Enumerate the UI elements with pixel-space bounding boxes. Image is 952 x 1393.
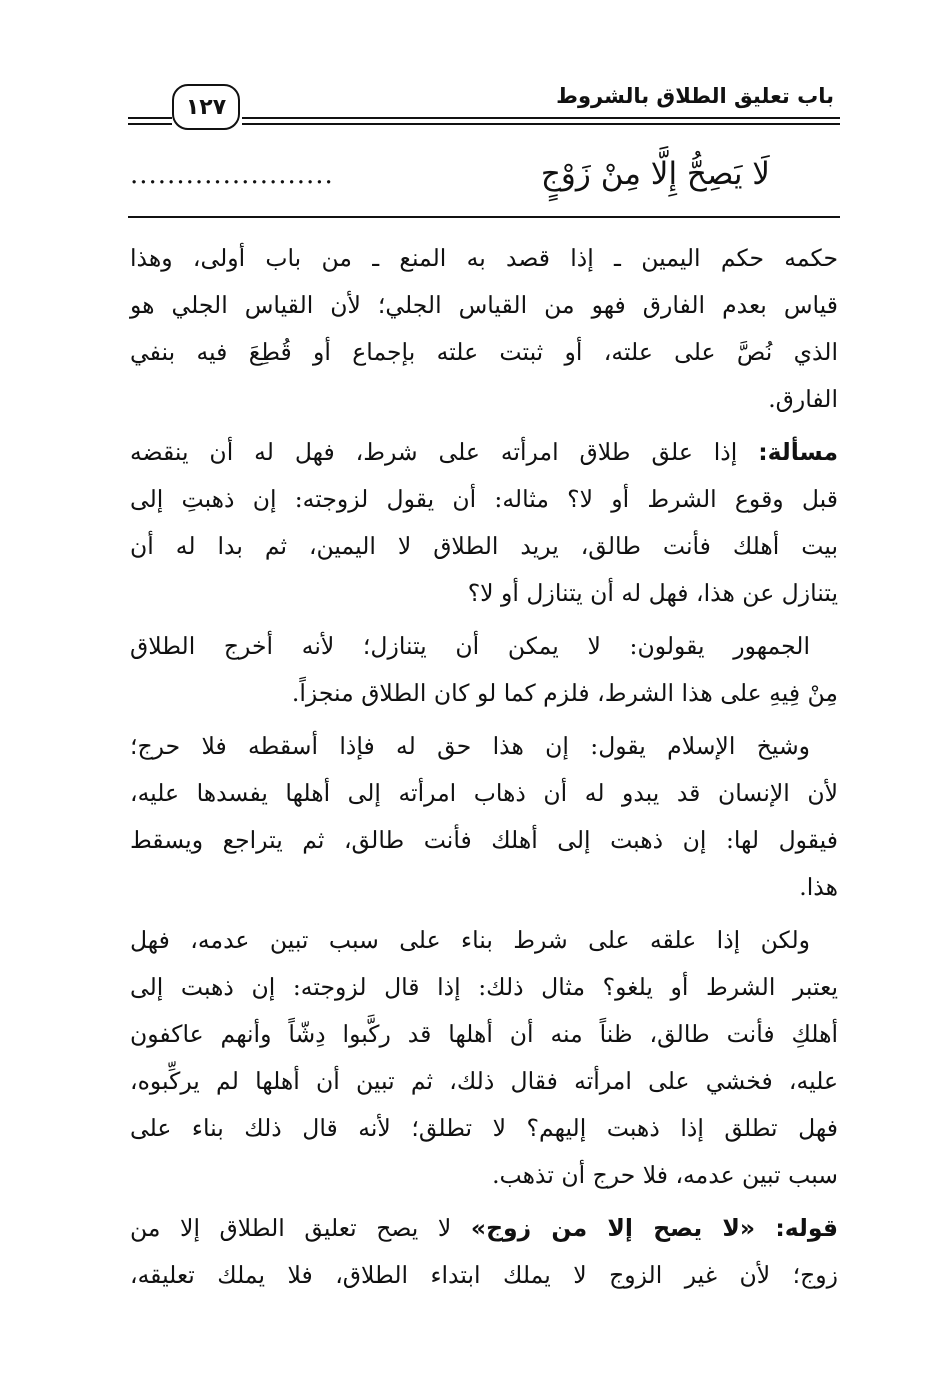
header-rule-right-top [242,117,840,119]
section-heading: لَا يَصِحُّ إِلَّا مِنْ زَوْجٍ [540,156,770,192]
text-line [130,429,838,476]
paragraph-5 [130,917,838,1199]
text-line: الجمهور يقولون: لا يمكن أن يتنازل؛ لأنه أخرج الطلاق [130,632,810,660]
text-line: قياس بعدم الفارق فهو من القياس الجلي؛ لأن القياس الجلي هو [130,291,838,319]
heading-separator [128,216,840,218]
body-text [130,235,838,1305]
text-line: فيقول لها: إن ذهبت إلى أهلك فأنت طالق، ثم يتراجع ويسقط [130,826,838,854]
text-line: سبب تبين عدمه، فلا حرج أن تذهب. [492,1161,838,1189]
quote-label: قوله: «لا يصح إلا من زوج» [470,1214,838,1242]
running-header-title: باب تعليق الطلاق بالشروط [556,84,834,108]
text-line: قبل وقوع الشرط أو لا؟ مثاله: أن يقول لزوجته: إن ذهبتِ إلى [130,485,838,513]
text-run: إذا علق طلاق امرأته على شرط، فهل له أن ينقضه [130,438,759,466]
text-line: أهلكِ فأنت طالق، ظناً منه أن أهلها قد ركَّبوا دِشّاً وأنهم عاكفون [130,1020,838,1048]
text-line: الفارق. [768,385,838,413]
text-line: حكمه حكم اليمين ـ إذا قصد به المنع ـ من باب أولى، وهذا [130,244,838,272]
header-rule-left-top [128,117,172,119]
header-rule-left-bottom [128,123,172,125]
text-line: الذي نُصَّ على علته، أو ثبتت علته بإجماع أو قُطِعَ فيه بنفي [130,338,838,366]
paragraph-6 [130,1205,838,1299]
text-line: بيت أهلك فأنت طالق، يريد الطلاق لا اليمين، ثم بدا له أن [130,532,838,560]
paragraph-2 [130,429,838,617]
issue-label: مسألة: [758,438,838,466]
text-line: عليه، فخشي على امرأته فقال ذلك، ثم تبين أن أهلها لم يركِّبوه، [130,1067,838,1095]
text-line: زوج؛ لأن غير الزوج لا يملك ابتداء الطلاق، فلا يملك تعليقه، [130,1261,838,1289]
paragraph-1 [130,235,838,423]
text-line: هذا. [799,873,838,901]
page-number-text: ١٢٧ [185,94,227,120]
text-line: وشيخ الإسلام يقول: إن هذا حق له فإذا أسقطه فلا حرج؛ [130,732,810,760]
text-line: فهل تطلق إذا ذهبت إليهم؟ لا تطلق؛ لأنه قال ذلك بناء على [130,1114,838,1142]
text-line: يتنازل عن هذا، فهل له أن يتنازل أو لا؟ [467,579,838,607]
text-line: يعتبر الشرط أو يلغو؟ مثال ذلك: إذا قال لزوجته: إن ذهبت إلى [130,973,838,1001]
paragraph-3 [130,623,838,717]
header-rule-right-bottom [242,123,840,125]
heading-dot-leader: ...................... [130,160,334,190]
text-run: لا يصح تعليق الطلاق إلا من [130,1214,471,1242]
paragraph-4 [130,723,838,911]
text-line: لأن الإنسان قد يبدو له أن ذهاب امرأته إلى أهلها يفسدها عليه، [130,779,838,807]
text-line [130,1205,838,1252]
text-line: مِنْ فِيهِ على هذا الشرط، فلزم كما لو كان الطلاق منجزاً. [291,679,838,707]
text-line: ولكن إذا علقه على شرط بناء على سبب تبين عدمه، فهل [130,926,810,954]
page-number [172,84,240,130]
